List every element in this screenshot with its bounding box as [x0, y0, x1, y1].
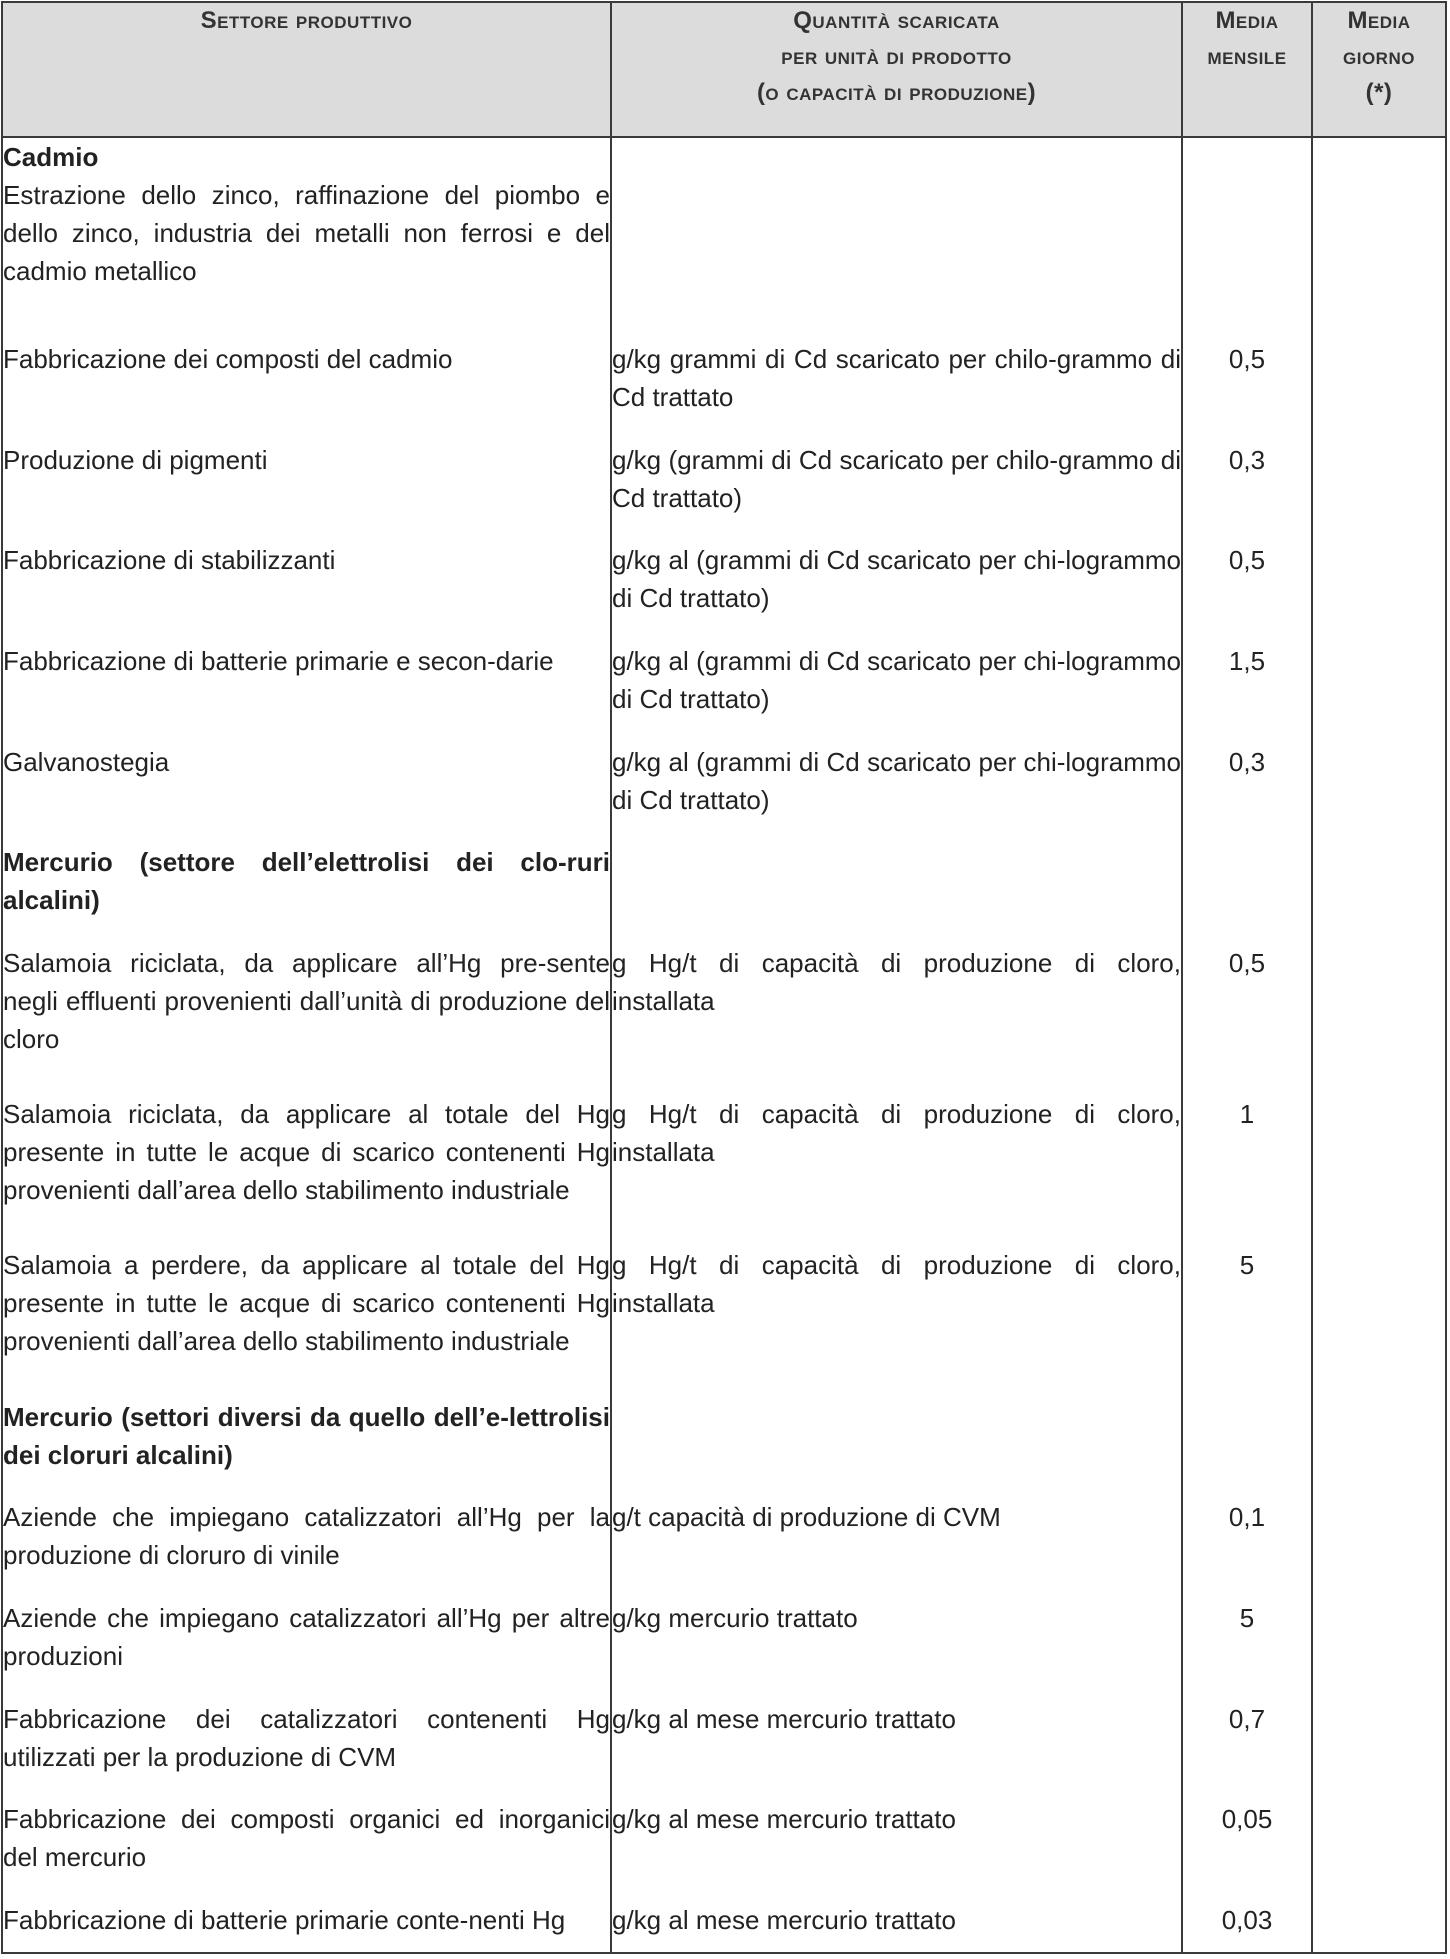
daily-cell: [1312, 1498, 1446, 1599]
quantity-cell: g/kg al (grammi di Cd scaricato per chi-logrammo di Cd trattato): [611, 743, 1182, 844]
quantity-cell: g Hg/t di capacità di produzione di cloro, installata: [611, 1095, 1182, 1246]
table-row: [2, 1700, 1446, 1801]
quantity-cell: g/kg al mese mercurio trattato: [611, 1800, 1182, 1901]
table-row: [2, 441, 1446, 542]
table-row: [2, 1599, 1446, 1700]
header-sector: Settore produttivo: [2, 2, 611, 137]
monthly-cell: 5: [1182, 1246, 1312, 1397]
monthly-cell: 0,3: [1182, 743, 1312, 844]
quantity-cell: g/kg al (grammi di Cd scaricato per chi-logrammo di Cd trattato): [611, 642, 1182, 743]
daily-cell: [1312, 1246, 1446, 1397]
quantity-cell: g/t capacità di produzione di CVM: [611, 1498, 1182, 1599]
sector-cell: Produzione di pigmenti: [3, 444, 268, 475]
monthly-cell: 0,1: [1182, 1498, 1312, 1599]
group-cell: Cadmio Estrazione dello zinco, raffinazione del piombo e dello zinco, industria dei metalli non ferrosi e del cadmio metallico: [3, 142, 610, 286]
table-row: [2, 944, 1446, 1095]
daily-cell: [1312, 340, 1446, 441]
monthly-cell: 0,05: [1182, 1800, 1312, 1901]
table-row: [2, 1095, 1446, 1246]
sector-cell: Fabbricazione dei composti organici ed inorganici del mercurio: [3, 1804, 610, 1873]
monthly-cell: 0,7: [1182, 1700, 1312, 1801]
emission-limits-table: [1, 1, 1447, 1954]
monthly-cell: 5: [1182, 1599, 1312, 1700]
sector-cell: Fabbricazione di batterie primarie e secon-darie: [3, 646, 554, 676]
sector-cell: Aziende che impiegano catalizzatori all’Hg per altre produzioni: [3, 1603, 610, 1671]
sector-cell: Aziende che impiegano catalizzatori all’Hg per la produzione di cloruro di vinile: [3, 1502, 610, 1571]
daily-cell: [1312, 642, 1446, 743]
group-row-mercurio-altri-settori: [2, 1398, 1446, 1499]
quantity-cell: g Hg/t di capacità di produzione di cloro, installata: [611, 944, 1182, 1095]
monthly-cell: 1,5: [1182, 642, 1312, 743]
table-row: [2, 1246, 1446, 1397]
header-monthly-average: Media mensile: [1182, 2, 1312, 137]
daily-cell: [1312, 944, 1446, 1095]
monthly-cell: 0,5: [1182, 944, 1312, 1095]
header-quantity: Quantità scaricata per unità di prodotto (o capacità di produzione): [611, 2, 1182, 137]
quantity-cell: g/kg mercurio trattato: [611, 1599, 1182, 1700]
table-row: [2, 1901, 1446, 1953]
sector-cell: Fabbricazione di stabilizzanti: [3, 545, 336, 576]
group-cell: Mercurio (settori diversi da quello dell’e-lettrolisi dei cloruri alcalini): [3, 1401, 610, 1470]
table-row: [2, 541, 1446, 642]
table-row: [2, 743, 1446, 844]
daily-cell: [1312, 1095, 1446, 1246]
table-row: [2, 642, 1446, 743]
quantity-cell: g/kg al mese mercurio trattato: [611, 1901, 1182, 1953]
quantity-cell: g/kg al mese mercurio trattato: [611, 1700, 1182, 1801]
daily-cell: [1312, 1700, 1446, 1801]
monthly-cell: 0,3: [1182, 441, 1312, 542]
daily-cell: [1312, 1901, 1446, 1953]
sector-cell: Fabbricazione dei catalizzatori contenenti Hg utilizzati per la produzione di CVM: [3, 1703, 610, 1772]
quantity-cell: g/kg al (grammi di Cd scaricato per chi-logrammo di Cd trattato): [611, 541, 1182, 642]
table-header-row: [2, 2, 1446, 137]
daily-cell: [1312, 743, 1446, 844]
sector-cell: Salamoia riciclata, da applicare all’Hg pre-sente negli effluenti provenienti dall’unità di produzione del cloro: [3, 948, 610, 1055]
daily-cell: [1312, 441, 1446, 542]
monthly-cell: 0,03: [1182, 1901, 1312, 1953]
sector-cell: Salamoia a perdere, da applicare al totale del Hg presente in tutte le acque di scarico contenenti Hg provenienti dall’area dello stabilimento industriale: [3, 1250, 610, 1357]
sector-cell: Galvanostegia: [3, 746, 170, 777]
header-daily-average: Media giorno (*): [1312, 2, 1446, 137]
quantity-cell: g/kg (grammi di Cd scaricato per chilo-grammo di Cd trattato): [611, 441, 1182, 542]
monthly-cell: 1: [1182, 1095, 1312, 1246]
sector-cell: Fabbricazione di batterie primarie conte-nenti Hg: [3, 1905, 566, 1936]
quantity-cell: g Hg/t di capacità di produzione di cloro, installata: [611, 1246, 1182, 1397]
group-row-cadmio: [2, 137, 1446, 340]
group-cell: Mercurio (settore dell’elettrolisi dei clo-ruri alcalini): [3, 847, 610, 916]
sector-cell: Fabbricazione dei composti del cadmio: [3, 343, 453, 374]
daily-cell: [1312, 1800, 1446, 1901]
quantity-cell: g/kg grammi di Cd scaricato per chilo-grammo di Cd trattato: [611, 340, 1182, 441]
monthly-cell: 0,5: [1182, 340, 1312, 441]
table-row: [2, 1498, 1446, 1599]
daily-cell: [1312, 541, 1446, 642]
sector-cell: Salamoia riciclata, da applicare al totale del Hg presente in tutte le acque di scarico contenenti Hg provenienti dall’area dello stabilimento industriale: [3, 1099, 610, 1206]
table-row: [2, 340, 1446, 441]
monthly-cell: 0,5: [1182, 541, 1312, 642]
daily-cell: [1312, 1599, 1446, 1700]
table-row: [2, 1800, 1446, 1901]
group-row-mercurio-elettrolisi: [2, 843, 1446, 944]
